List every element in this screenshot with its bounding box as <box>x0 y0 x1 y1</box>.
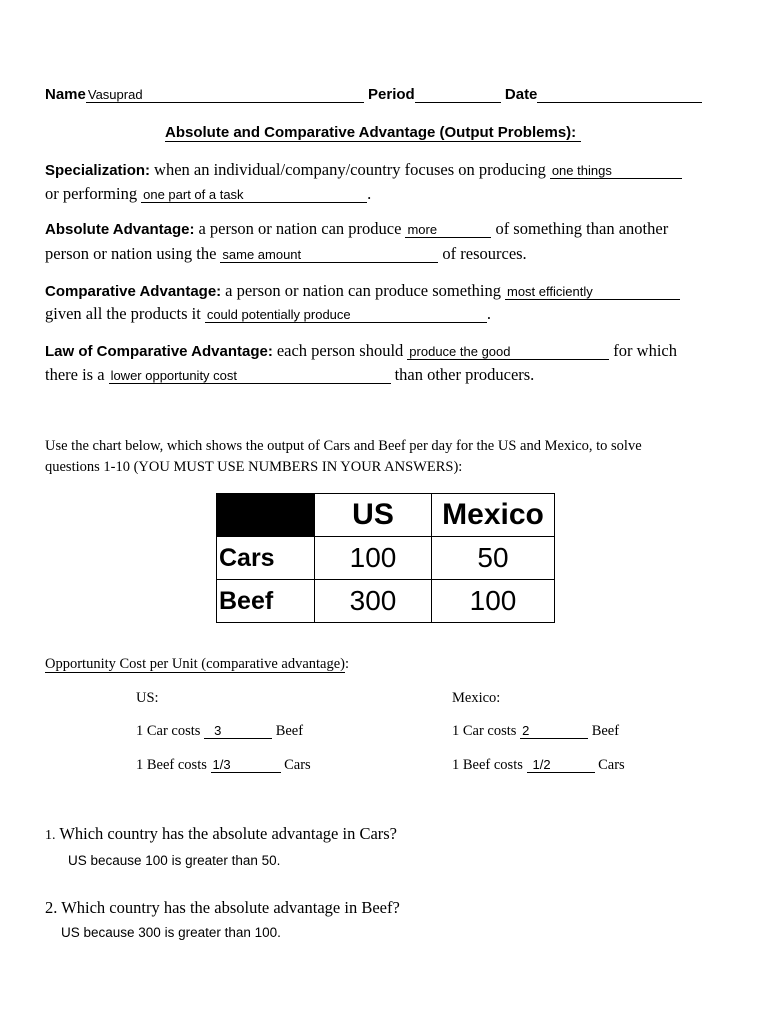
absolute-blank2[interactable] <box>220 248 438 263</box>
date-label: Date <box>504 86 538 103</box>
mexico-car-value: 2 <box>522 723 530 738</box>
definition-absolute <box>45 219 668 239</box>
mexico-car-prefix: 1 Car costs <box>452 723 517 739</box>
table-corner-cell <box>217 494 315 537</box>
definition-absolute-line2 <box>45 244 527 264</box>
comparative-answer1: most efficiently <box>507 284 593 299</box>
term-specialization: Specialization: <box>45 162 151 179</box>
us-car-cost <box>136 723 303 740</box>
mexico-beef-blank[interactable] <box>527 758 595 773</box>
period-label: Period <box>368 86 415 103</box>
definition-comparative-line2 <box>45 304 491 324</box>
definition-law <box>45 341 677 361</box>
mexico-beef-suffix: Cars <box>598 757 625 773</box>
us-beef-value: 1/3 <box>212 757 231 772</box>
definition-specialization-line2 <box>45 184 371 204</box>
comparative-text2: given all the products it <box>45 304 201 323</box>
question-1-number: 1. <box>45 828 56 843</box>
law-blank2[interactable] <box>109 369 391 384</box>
absolute-text4: of resources. <box>442 244 527 263</box>
output-table <box>216 493 555 623</box>
specialization-answer1: one things <box>551 163 612 178</box>
page-title-text: Absolute and Comparative Advantage (Output Problems): <box>165 124 581 142</box>
name-value: Vasuprad <box>87 87 143 102</box>
opportunity-heading-end: : <box>344 656 350 672</box>
table-cell: 100 <box>432 580 555 623</box>
us-car-prefix: 1 Car costs <box>136 723 201 739</box>
question-2 <box>45 898 400 918</box>
table-header-us: US <box>315 494 432 537</box>
comparative-answer2: could potentially produce <box>206 307 351 322</box>
mexico-car-suffix: Beef <box>591 723 620 739</box>
us-car-suffix: Beef <box>275 723 304 739</box>
specialization-blank2[interactable] <box>141 188 367 203</box>
comparative-text1: a person or nation can produce something <box>225 281 501 300</box>
absolute-blank1[interactable] <box>405 223 491 238</box>
header-line <box>45 86 702 103</box>
table-header-mexico: Mexico <box>432 494 555 537</box>
opportunity-heading <box>45 656 349 673</box>
table-cell: 50 <box>432 537 555 580</box>
us-beef-prefix: 1 Beef costs <box>136 757 207 773</box>
law-text1: each person should <box>276 341 404 360</box>
table-cell: 300 <box>315 580 432 623</box>
specialization-text2: or performing <box>45 184 138 203</box>
absolute-answer1: more <box>407 222 438 237</box>
instructions-line2: questions 1-10 (YOU MUST USE NUMBERS IN YOUR ANSWERS): <box>45 459 463 475</box>
mexico-beef-cost <box>452 757 625 774</box>
definition-specialization <box>45 160 682 180</box>
us-car-value: 3 <box>214 723 222 738</box>
us-beef-blank[interactable] <box>211 758 281 773</box>
table-row-label: Cars <box>217 537 315 580</box>
question-1 <box>45 824 397 844</box>
period-field[interactable] <box>415 88 501 103</box>
law-text4: than other producers. <box>394 365 535 384</box>
absolute-answer2: same amount <box>222 247 302 262</box>
table-cell: 100 <box>315 537 432 580</box>
table-header-row <box>217 494 555 537</box>
date-field[interactable] <box>537 88 702 103</box>
mexico-car-blank[interactable] <box>520 724 588 739</box>
us-label: US: <box>136 690 159 706</box>
law-answer1: produce the good <box>409 344 511 359</box>
definition-comparative <box>45 281 680 301</box>
name-label: Name <box>45 86 86 103</box>
comparative-blank2[interactable] <box>205 308 487 323</box>
comparative-end: . <box>486 304 491 323</box>
term-absolute: Absolute Advantage: <box>45 221 195 238</box>
mexico-beef-prefix: 1 Beef costs <box>452 757 523 773</box>
table-row <box>217 580 555 623</box>
absolute-text2: of something than another <box>495 219 669 238</box>
law-text3: there is a <box>45 365 105 384</box>
specialization-end: . <box>367 184 372 203</box>
question-2-number: 2. <box>45 898 58 917</box>
opportunity-heading-underlined: Opportunity Cost per Unit (comparative advantage) <box>45 656 345 672</box>
absolute-text3: person or nation using the <box>45 244 217 263</box>
term-law: Law of Comparative Advantage: <box>45 343 273 360</box>
question-1-text: Which country has the absolute advantage in Cars? <box>59 824 398 843</box>
specialization-blank1[interactable] <box>550 164 682 179</box>
question-2-answer[interactable]: US because 300 is greater than 100. <box>61 925 281 940</box>
question-2-text: Which country has the absolute advantage in Beef? <box>61 898 400 917</box>
mexico-car-cost <box>452 723 619 740</box>
mexico-label: Mexico: <box>452 690 501 706</box>
law-blank1[interactable] <box>407 345 609 360</box>
mexico-beef-value: 1/2 <box>532 757 551 772</box>
specialization-text1: when an individual/company/country focuses on producing <box>154 160 546 179</box>
name-field[interactable] <box>86 88 364 103</box>
us-beef-suffix: Cars <box>284 757 311 773</box>
instructions-line1: Use the chart below, which shows the output of Cars and Beef per day for the US and Mexico, to solve <box>45 438 642 454</box>
definition-law-line2 <box>45 365 534 385</box>
question-1-answer[interactable]: US because 100 is greater than 50. <box>68 853 281 868</box>
page-title <box>165 124 581 141</box>
us-car-blank[interactable] <box>204 724 272 739</box>
table-row <box>217 537 555 580</box>
term-comparative: Comparative Advantage: <box>45 283 222 300</box>
specialization-answer2: one part of a task <box>143 187 244 202</box>
table-row-label: Beef <box>217 580 315 623</box>
comparative-blank1[interactable] <box>505 285 680 300</box>
law-answer2: lower opportunity cost <box>110 368 238 383</box>
law-text2: for which <box>613 341 677 360</box>
absolute-text1: a person or nation can produce <box>198 219 402 238</box>
us-beef-cost <box>136 757 311 774</box>
